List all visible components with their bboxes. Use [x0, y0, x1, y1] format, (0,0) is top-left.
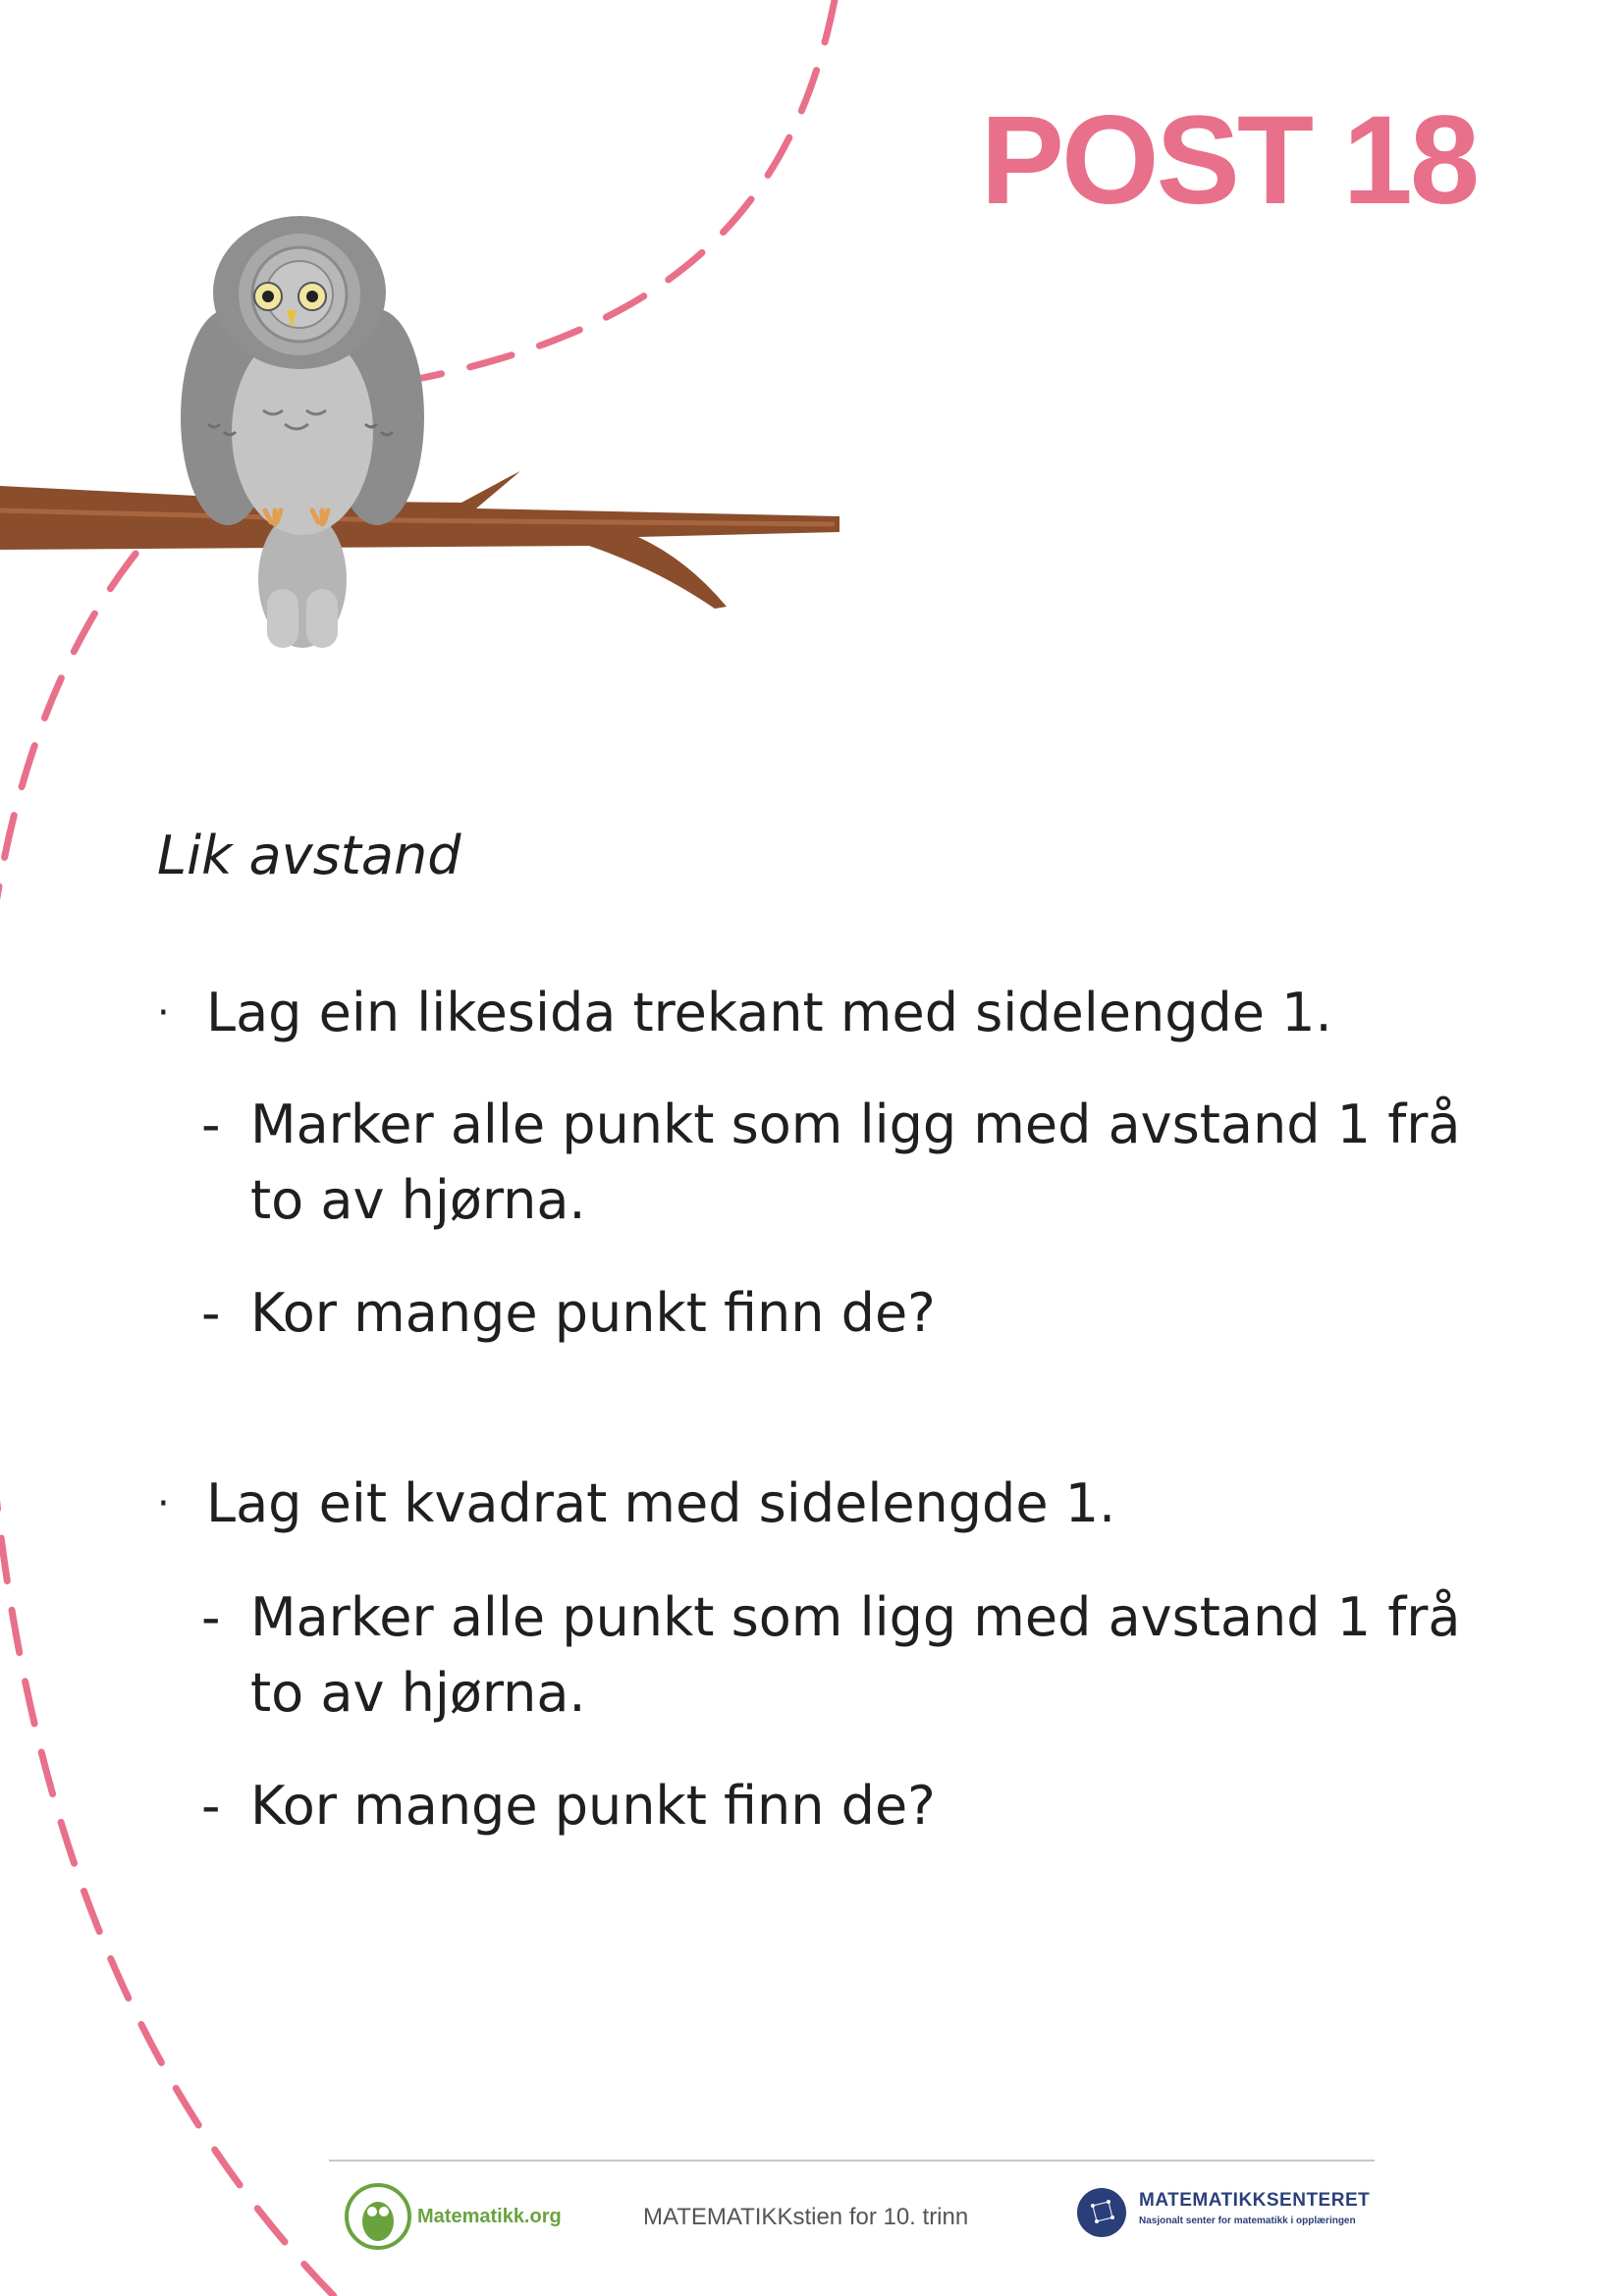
page-title: POST 18: [980, 90, 1477, 231]
section-title: Lik avstand: [157, 825, 461, 886]
subtask-text: Marker alle punkt som ligg med avstand 1 frå to av hjørna.: [250, 1586, 1461, 1724]
owl-illustration: [181, 216, 424, 648]
bullet-marker: ·: [157, 1481, 170, 1526]
dash-marker: -: [201, 1282, 221, 1344]
matematikk-org-logo-icon: [344, 2182, 412, 2251]
dash-marker: -: [201, 1094, 221, 1155]
task-text: Lag eit kvadrat med sidelengde 1.: [206, 1472, 1116, 1534]
matematikksenteret-logo-icon: [1075, 2186, 1128, 2239]
dash-marker: -: [201, 1586, 221, 1648]
footer-text: MATEMATIKKstien for 10. trinn: [643, 2204, 969, 2230]
bullet-marker: ·: [157, 990, 170, 1036]
subtask-text: Kor mange punkt finn de?: [250, 1775, 936, 1837]
matematikksenteret-logo-title: MATEMATIKKSENTERET: [1139, 2190, 1371, 2211]
footer: [0, 2174, 1624, 2263]
task-text: Lag ein likesida trekant med sidelengde 1.: [206, 982, 1332, 1043]
branch-illustration: [0, 471, 839, 609]
subtask-text: Marker alle punkt som ligg med avstand 1 frå to av hjørna.: [250, 1094, 1461, 1231]
matematikksenteret-logo-subtitle: Nasjonalt senter for matematikk i opplæringen: [1139, 2216, 1356, 2226]
footer-divider: [329, 2160, 1375, 2162]
matematikk-org-logo-text: Matematikk.org: [417, 2206, 562, 2227]
dash-marker: -: [201, 1775, 221, 1837]
subtask-text: Kor mange punkt finn de?: [250, 1282, 936, 1344]
